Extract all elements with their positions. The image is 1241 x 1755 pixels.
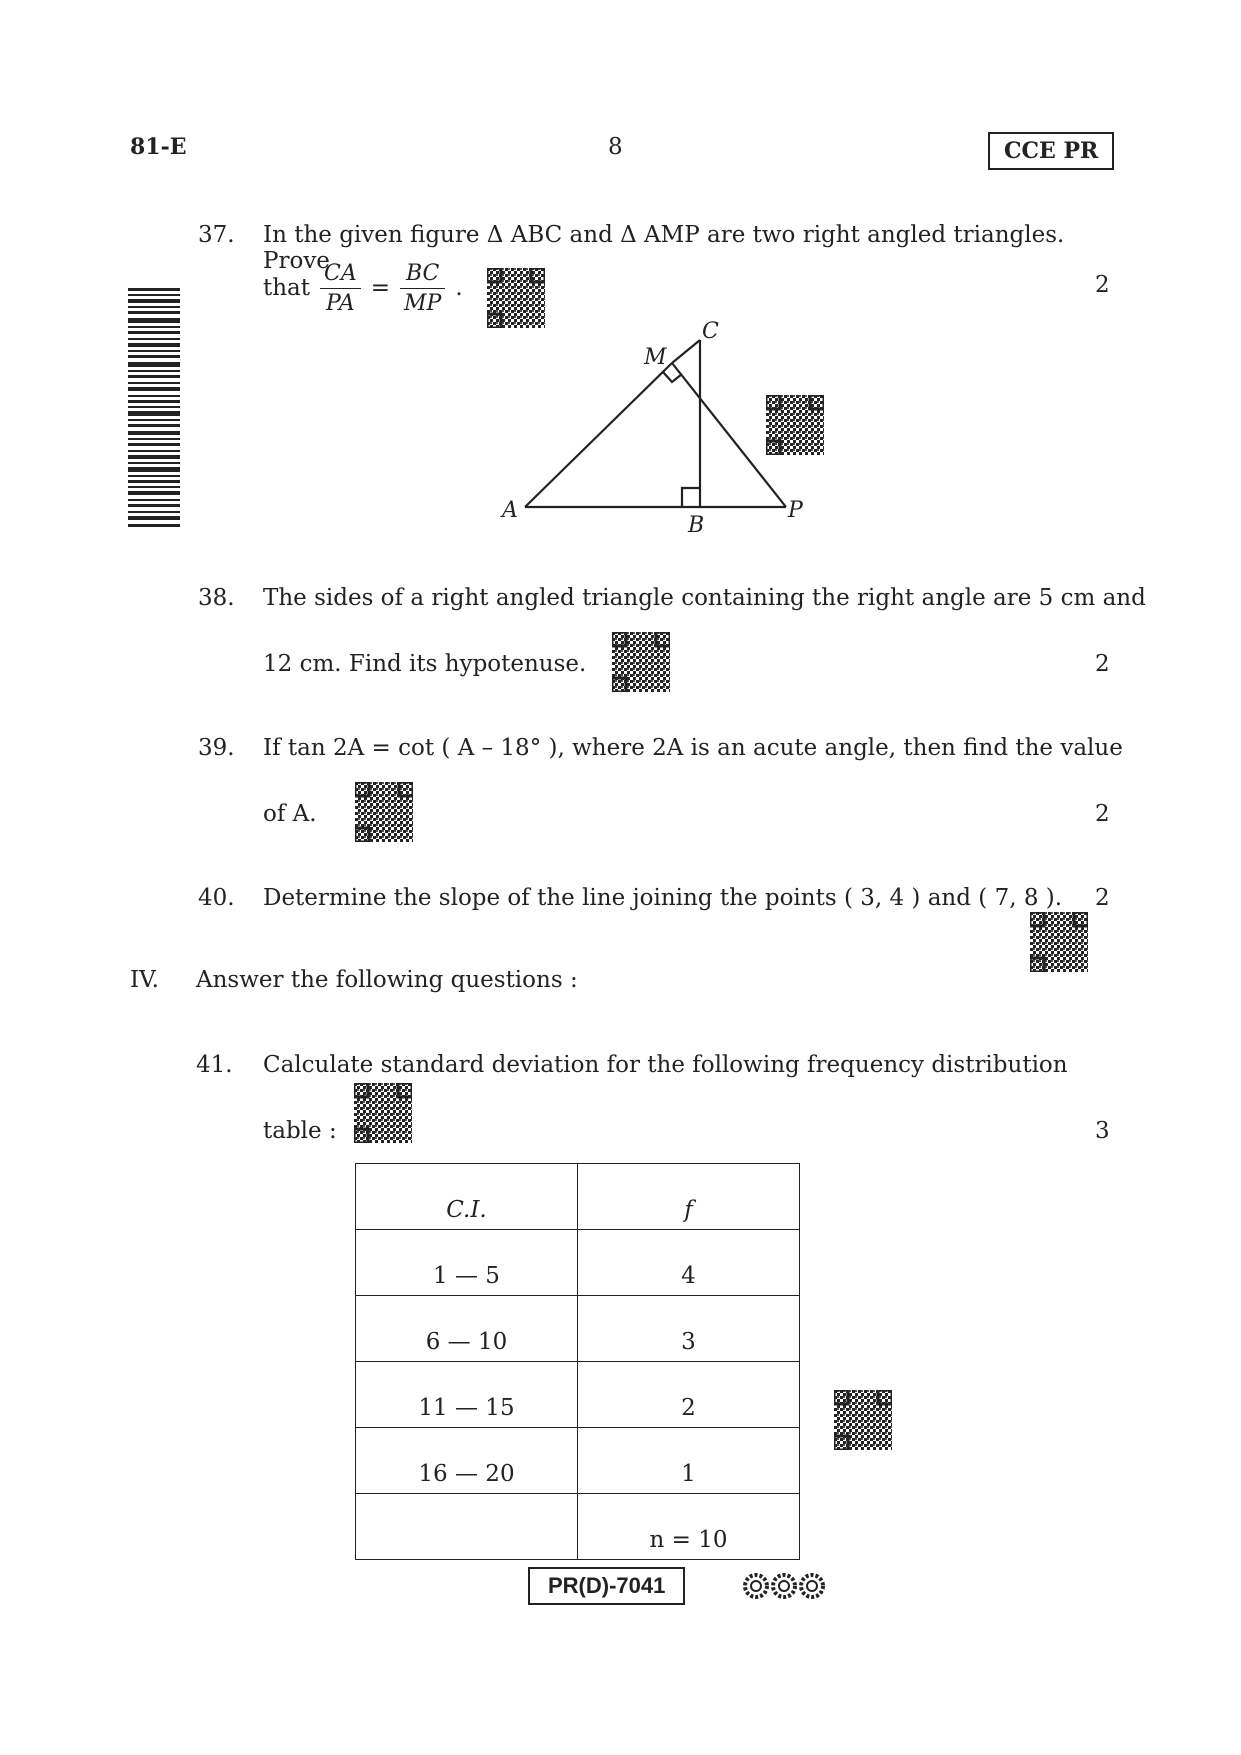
q40-number: 40. <box>198 885 235 911</box>
segment-am <box>525 363 672 507</box>
q38-line1: The sides of a right angled triangle containing the right angle are 5 cm and <box>263 585 1146 611</box>
q41-table-qr-code <box>834 1390 892 1450</box>
series-code-box: CCE PR <box>988 132 1114 170</box>
q37-statement <box>263 258 463 318</box>
q38-line2: 12 cm. Find its hypotenuse. <box>263 651 587 677</box>
header-f: f <box>578 1164 800 1230</box>
table-row <box>356 1362 800 1428</box>
q38-marks: 2 <box>1095 651 1110 677</box>
q39-line2: of A. <box>263 801 317 827</box>
table-cell: 1 — 5 <box>356 1230 578 1296</box>
q37-frac1-den: PA <box>326 290 355 316</box>
q37-period: . <box>455 275 463 301</box>
q39-number: 39. <box>198 735 235 761</box>
q38-number: 38. <box>198 585 235 611</box>
q40-marks: 2 <box>1095 885 1110 911</box>
barcode <box>128 288 180 528</box>
label-b: B <box>688 513 705 538</box>
table-total-row <box>356 1494 800 1560</box>
footer-ornament-icon <box>742 1572 826 1600</box>
q41-marks: 3 <box>1095 1118 1110 1144</box>
q41-qr-code <box>354 1083 412 1143</box>
q37-frac1-num: CA <box>320 261 361 289</box>
label-a: A <box>502 498 518 523</box>
segment-cm <box>672 340 700 363</box>
table-cell: 16 — 20 <box>356 1428 578 1494</box>
table-row <box>356 1428 800 1494</box>
q37-text: In the given figure Δ ABC and Δ AMP are two right angled triangles. Prove <box>263 222 1065 274</box>
q37-fraction-bc-mp <box>400 261 445 316</box>
q37-marks: 2 <box>1095 272 1110 298</box>
table-cell: 11 — 15 <box>356 1362 578 1428</box>
table-row <box>356 1296 800 1362</box>
q37-fraction-ca-pa <box>320 261 361 316</box>
table-cell: 2 <box>578 1362 800 1428</box>
table-cell: 6 — 10 <box>356 1296 578 1362</box>
frequency-table <box>355 1163 800 1560</box>
q37-frac2-num: BC <box>400 261 445 289</box>
q41-line1: Calculate standard deviation for the following frequency distribution <box>263 1052 1068 1078</box>
q37-that: that <box>263 275 311 301</box>
table-header-row <box>356 1164 800 1230</box>
q37-qr-code <box>487 268 545 328</box>
table-cell <box>356 1494 578 1560</box>
section-4-numeral: IV. <box>130 967 159 993</box>
q40-text: Determine the slope of the line joining the points ( 3, 4 ) and ( 7, 8 ). <box>263 885 1063 911</box>
q38-qr-code <box>612 632 670 692</box>
label-c: C <box>702 320 719 344</box>
q37-equals: = <box>370 275 391 301</box>
label-p: P <box>788 498 803 523</box>
q39-qr-code <box>355 782 413 842</box>
q40-qr-code <box>1030 912 1088 972</box>
q37-number: 37. <box>198 222 235 248</box>
table-cell: 4 <box>578 1230 800 1296</box>
footer-code-box: PR(D)-7041 <box>528 1567 685 1605</box>
label-m: M <box>644 345 667 370</box>
table-cell: 3 <box>578 1296 800 1362</box>
section-4-title: Answer the following questions : <box>196 967 578 993</box>
q37-figure-qr-code <box>766 395 824 455</box>
q39-line1: If tan 2A = cot ( A – 18° ), where 2A is an acute angle, then find the value <box>263 735 1123 761</box>
page-number: 8 <box>608 134 623 160</box>
q39-marks: 2 <box>1095 801 1110 827</box>
q41-line2: table : <box>263 1118 337 1144</box>
table-cell: 1 <box>578 1428 800 1494</box>
paper-code: 81-E <box>130 134 187 160</box>
q41-number: 41. <box>196 1052 233 1078</box>
table-total-cell: n = 10 <box>578 1494 800 1560</box>
header-ci: C.I. <box>356 1164 578 1230</box>
table-row <box>356 1230 800 1296</box>
right-angle-b <box>682 488 700 507</box>
q37-frac2-den: MP <box>404 290 442 316</box>
